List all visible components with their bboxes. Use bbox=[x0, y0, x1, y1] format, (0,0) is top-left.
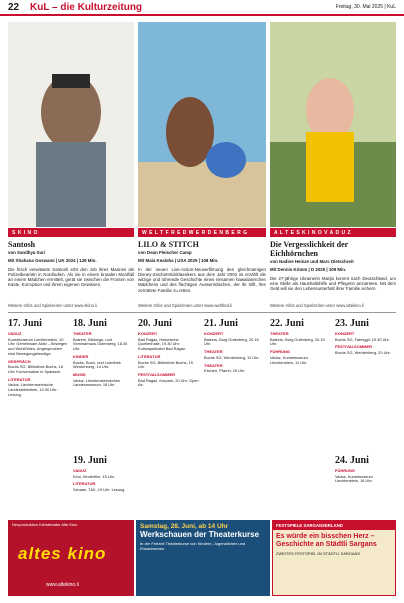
film-strip-1: S K I N O bbox=[8, 228, 134, 237]
film-subtitle: von Nadine Heinze und Marc Dietschreit bbox=[270, 259, 354, 264]
event-category: KONZERT bbox=[204, 331, 224, 336]
event-category: GESPRÄCH bbox=[8, 358, 31, 364]
festspiele-ad[interactable] bbox=[272, 520, 396, 596]
film-strip-3: A L T E S K I N O V A D U Z bbox=[270, 228, 396, 237]
event-text: Bad Ragaz, Kurpark, 20 Uhr: Open Air. bbox=[138, 377, 199, 388]
event-category: THEATER bbox=[73, 331, 92, 336]
event-category: KINDER bbox=[73, 353, 89, 359]
event-text: Balzers, Burg Gutenberg, 20.15 Uhr. bbox=[204, 336, 259, 347]
day-heading: 18. Juni bbox=[73, 318, 107, 329]
more-info-link-3[interactable]: Weitere Infos und Spielzeiten unter www.altekino.li bbox=[270, 303, 364, 308]
film-strip-2: W E L T F R E D W E R D E N B E R G bbox=[138, 228, 266, 237]
event-category: VADUZ bbox=[8, 331, 22, 336]
altes-kino-ad[interactable] bbox=[8, 520, 134, 596]
event-category: THEATER bbox=[270, 331, 289, 336]
event-category: KONZERT bbox=[335, 331, 355, 336]
event-category: LITERATUR bbox=[8, 376, 31, 382]
event-text: Vaduz, Liechtensteinische Landesbibliothek, 19.30 Uhr: Lesung. bbox=[8, 382, 58, 397]
event-text: Buchs, Buch- und Ludothek Werdenberg, 14 Uhr. bbox=[73, 359, 121, 370]
event-text: Eschen, Pfarrei, 20 Uhr. bbox=[204, 368, 246, 374]
more-info-link-2[interactable]: Weitere Infos und Spielzeiten unter www.weltfred.li bbox=[138, 303, 232, 308]
event-text: Buchs SG, Fabriggli, 19.30 Uhr. bbox=[335, 336, 390, 342]
film-body: In der neuen Live-Action-Neuverfilmung des gleichnamigen Disney-Zeichentrickklassikers aus dem Jahr 2002 ist erzählt die witzige und rührende Geschichte eines einsamen hawaiianischen Mädchens und des flüchtigen Ausserirdischen, der ihr hilft, ihre zerrüttete Familie zu retten. bbox=[138, 266, 266, 293]
film-article-2 bbox=[138, 240, 266, 293]
event-category: FESTIVALSOMMER bbox=[138, 371, 176, 377]
altes-kino-logo bbox=[18, 544, 106, 564]
day-column-18 bbox=[73, 318, 135, 388]
lilo-stitch-photo bbox=[138, 22, 266, 227]
day-column-20 bbox=[138, 318, 200, 388]
event-category: VADUZ bbox=[73, 468, 87, 473]
event-category: FÜHRUNG bbox=[270, 349, 290, 355]
day-column-21 bbox=[204, 318, 266, 374]
day-column-22 bbox=[270, 318, 332, 365]
event-text: Buchs SG, Werdenberg, 11 Uhr. bbox=[204, 354, 260, 360]
theaterkurse-ad[interactable] bbox=[136, 520, 270, 596]
ad-subtitle: In der Freizeit Theaterkurse von Kindern, Jugendlichen und Erwachsenen. bbox=[140, 541, 246, 551]
event-category: KONZERT bbox=[138, 331, 158, 336]
issue-date: Freitag, 30. Mai 2025 | KuL bbox=[335, 4, 396, 10]
day-heading: 23. Juni bbox=[335, 318, 369, 329]
film-article-1 bbox=[8, 240, 134, 288]
event-category: THEATER bbox=[204, 362, 223, 368]
ad-tagline: Neuproduktion Kleintheater Alte Kino bbox=[12, 522, 78, 527]
event-text: Bad Ragaz, Historische Quellenhalle, 19.30 Uhr: Kulturspektakel Bad Ragaz. bbox=[138, 336, 187, 352]
event-text: Vaduz, Kunstmuseum Liechtenstein, 18 Uhr. bbox=[335, 473, 373, 484]
event-text: Balzers, Bildungs- und Seminarhaus Gutenberg, 18.30 Uhr. bbox=[73, 336, 128, 352]
altes-kino-photo bbox=[270, 22, 396, 227]
day-column-23 bbox=[335, 318, 397, 356]
event-text: Schaan, TAK, 19 Uhr: Lesung. bbox=[73, 487, 126, 493]
film-meta: Mit Shahana Goswami | UK 2024 | 128 Min. bbox=[8, 258, 97, 264]
event-text: Vaduz, Liechtensteinisches Landesmuseum, 18 Uhr. bbox=[73, 377, 120, 388]
more-info-link-1[interactable]: Weitere Infos und Spielzeiten unter www.skino.li bbox=[8, 303, 98, 308]
film-subtitle: von Sandhya Suri bbox=[8, 250, 46, 255]
film-meta: Mit Dennis Krimm | D 2025 | 109 Min. bbox=[270, 267, 347, 273]
section-title: KuL – die Kulturzeitung bbox=[30, 2, 143, 13]
day-heading: 17. Juni bbox=[8, 318, 42, 329]
ad-bar: FESTSPIELE SARGANSERLAND bbox=[273, 521, 395, 530]
event-category: LITERATUR bbox=[138, 353, 161, 359]
day-heading: 22. Juni bbox=[270, 318, 304, 329]
film-title: Die Vergesslichkeit der Eichhörnchen bbox=[270, 240, 349, 258]
day-heading: 20. Juni bbox=[138, 318, 172, 329]
event-text: Buchs SG, Bibliothek Buchs, 18 Uhr: Konversation in Spanisch. bbox=[8, 364, 63, 374]
film-body: Die frisch verwitwete Santosh erbt den Job ihres Mannes als Polizeibeamtin in Nordindien. Als sie in einem brutalen Mordfall an einem Mädchen ermittelt, gerät sie zwischen die Fronten von Kaste, Korruption und ihrem eigenen Gewissen. bbox=[8, 266, 134, 288]
film-meta: Mit Maia Kealoha | USA 2025 | 108 Min. bbox=[138, 258, 219, 264]
event-text: Buchs SG, Bibliothek Buchs, 19 Uhr. bbox=[138, 359, 193, 370]
santosh-photo bbox=[8, 22, 134, 227]
event-category: THEATER bbox=[204, 349, 223, 355]
film-title: LILO & STITCH bbox=[138, 240, 199, 249]
logo-word-2: kino bbox=[67, 544, 107, 563]
event-text: Vaduz, Kunstmuseum Liechtenstein, 11 Uhr. bbox=[270, 354, 308, 365]
day-heading: 24. Juni bbox=[335, 455, 369, 466]
ad-title: Werkschauen der Theaterkurse bbox=[140, 530, 260, 539]
film-article-3 bbox=[270, 240, 396, 291]
film-subtitle: von Dean Fleischer Camp bbox=[138, 250, 192, 255]
event-category: LITERATUR bbox=[73, 481, 96, 487]
day-column-17 bbox=[8, 318, 70, 397]
ad-title: Es würde ein bisschen Herz – Geschichte an Städtli Sargans bbox=[276, 533, 377, 548]
event-text: Kunstmuseum Liechtenstein, 10 Uhr: Gemeinsam Aktiv – Bewegen und Wohlfühlen. Angesprochen sind Bewegungsfreudige. bbox=[8, 336, 68, 356]
ad-url: www.altekino.li bbox=[46, 582, 79, 588]
page-number: 22 bbox=[8, 2, 20, 13]
event-text: Balzers, Burg Gutenberg, 20.15 Uhr. bbox=[270, 336, 325, 347]
event-text: Kino, Kinderfilm, 15 Uhr. bbox=[73, 473, 115, 479]
page-header bbox=[0, 0, 404, 16]
day-column-24 bbox=[335, 455, 397, 484]
day-heading: 21. Juni bbox=[204, 318, 238, 329]
event-text: Buchs SG, Werdenberg, 20 Uhr. bbox=[335, 350, 391, 356]
event-category: FESTIVALSOMMER bbox=[335, 344, 373, 350]
film-body: Die 27-jährige Ukrainerin Marija kommt nach Deutschland, um eine Stelle als Haushaltshilfe und Pflegerin anzutreten. Mit dem Geld will sie den Lebensunterhalt ihrer Familie sichern. bbox=[270, 275, 396, 292]
day-heading: 19. Juni bbox=[73, 455, 107, 466]
event-category: FÜHRUNG bbox=[335, 468, 355, 473]
ad-subtitle: ZWEITES FESTSPIEL IM STÄDTLI SARGANS bbox=[276, 551, 361, 556]
ad-date: Samstag, 28. Juni, ab 14 Uhr bbox=[140, 523, 229, 530]
day-column-19 bbox=[73, 455, 135, 493]
film-title: Santosh bbox=[8, 240, 36, 249]
logo-word-1: altes bbox=[18, 544, 62, 563]
event-category: MUSIK bbox=[73, 371, 86, 377]
divider bbox=[8, 312, 396, 313]
